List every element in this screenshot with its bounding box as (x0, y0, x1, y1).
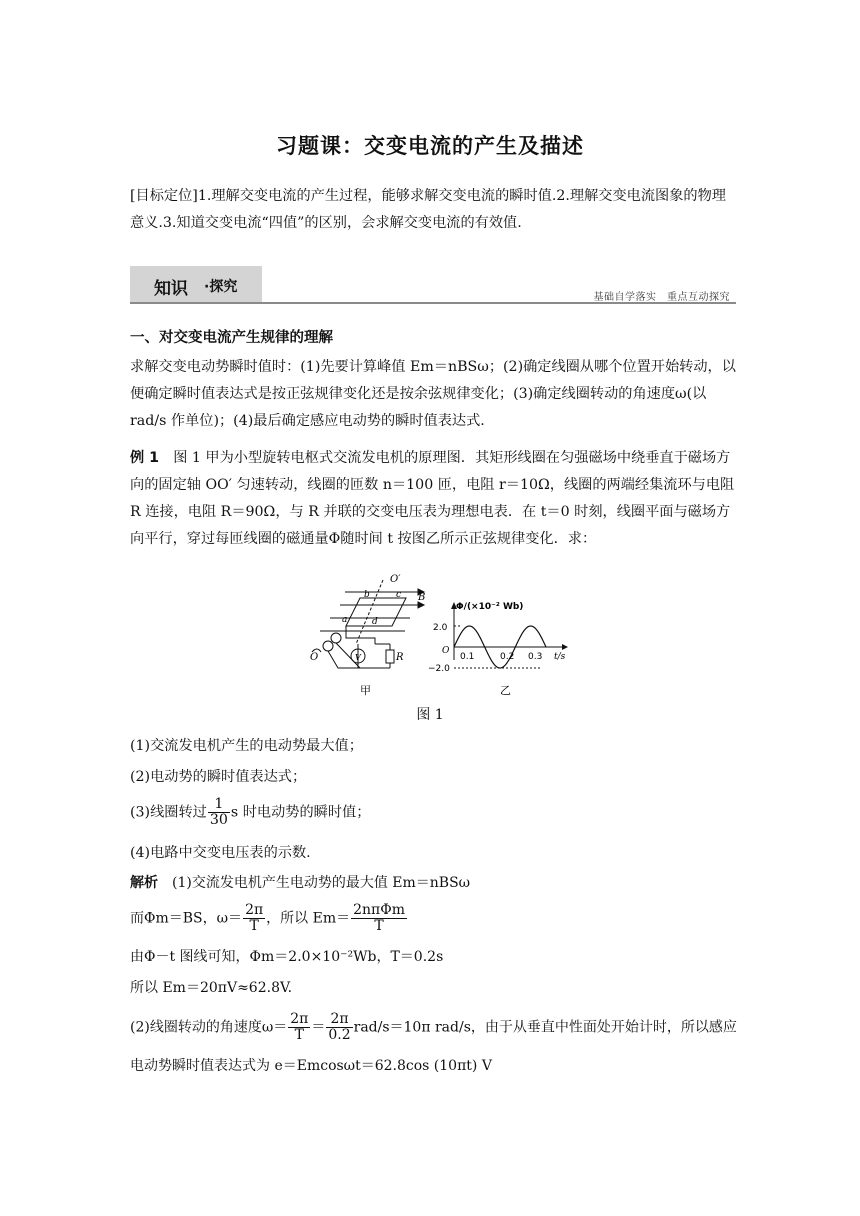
question-3-prefix: (3)线圈转过 (130, 804, 207, 821)
question-3-suffix: s 时电动势的瞬时值； (230, 804, 371, 821)
banner-tab (130, 266, 262, 304)
label-right: 乙 (500, 684, 511, 697)
fraction-em (351, 903, 407, 934)
x-tick-0-2: 0.2 (500, 652, 515, 662)
figure-caption: 图 1 (416, 707, 444, 723)
solution-5a: (2)线圈转动的角速度ω＝ (130, 1019, 288, 1036)
fraction-numerator: 2π (326, 1012, 352, 1028)
fraction-numerator: 2π (245, 902, 264, 918)
solution-line-1 (130, 872, 470, 892)
solution-line-3: 由Φ－t 图线可知，Φm＝2.0×10⁻²Wb，T＝0.2s (130, 949, 444, 965)
label-d: d (372, 617, 378, 627)
example-text: 图 1 甲为小型旋转电枢式交流发电机的原理图．其矩形线圈在匀强磁场中绕垂直于磁场方向的固定轴 OO′ 匀速转动，线圈的匝数 n＝100 匝，电阻 r＝10Ω，线圈的两端经集流环与电阻 R 连接，电阻 R＝90Ω，与 R 并联的交变电压表为理想电表．在 t＝0 时刻，线圈平面与磁场方向平行，穿过每匝线圈的磁通量Φ随时间 t 按图乙所示正弦规律变化．求： (130, 450, 735, 547)
solution-label: 解析 (130, 875, 158, 891)
fraction-denominator: T (294, 1027, 304, 1043)
example-paragraph (130, 445, 736, 553)
banner-right-text: 基础自学落实 重点互动探究 (593, 292, 730, 303)
y-tick-label-pos: 2.0 (433, 623, 448, 633)
figure-1 (300, 572, 600, 702)
question-1: (1)交流发电机产生的电动势最大值； (130, 738, 363, 754)
fraction-numerator: 1 (208, 797, 230, 813)
label-B: B (418, 592, 426, 603)
solution-line-6: 电动势瞬时值表达式为 e＝Emcosωt＝62.8cos (10πt) V (130, 1058, 492, 1074)
fraction-denominator: 30 (209, 812, 228, 828)
x-tick-0-3: 0.3 (528, 652, 543, 662)
method-paragraph: 求解交变电动势瞬时值时：(1)先要计算峰值 Em＝nBSω；(2)确定线圈从哪个位置开始转动，以便确定瞬时值表达式是按正弦规律变化还是按余弦规律变化；(3)确定线圈转动的角速度ω(以 rad/s 作单位)；(4)最后确定感应电动势的瞬时值表达式. (130, 359, 736, 429)
label-o-prime: O′ (390, 574, 401, 585)
solution-text-1: (1)交流发电机产生电动势的最大值 Em＝nBSω (158, 875, 471, 891)
fraction-one-thirtieth (208, 797, 230, 828)
banner-main-label: 知识 (154, 279, 188, 299)
page-title: 习题课：交变电流的产生及描述 (276, 134, 584, 158)
learning-objective: [目标定位]1.理解交变电流的产生过程，能够求解交变电流的瞬时值.2.理解交变电流图象的物理意义.3.知道交变电流“四值”的区别，会求解交变电流的有效值. (130, 188, 726, 231)
label-left: 甲 (360, 684, 371, 697)
banner-sub-label: ·探究 (204, 279, 238, 295)
label-a: a (342, 615, 348, 625)
x-axis-label: t/s (554, 652, 566, 662)
fraction-omega-2 (288, 1012, 310, 1043)
example-label: 例 1 (130, 450, 159, 466)
fraction-denominator: T (374, 918, 384, 934)
solution-5b: rad/s＝10π rad/s，由于从垂直中性面处开始计时，所以感应 (353, 1019, 737, 1036)
section-heading: 一、对交变电流产生规律的理解 (130, 330, 333, 346)
label-v: V (355, 653, 361, 662)
label-b: b (364, 590, 370, 600)
x-axis-arrow (562, 644, 568, 650)
fraction-numerator: 2π (290, 1011, 309, 1027)
fraction-numerator: 2nπΦm (353, 902, 406, 918)
solution-line-2 (130, 903, 408, 934)
fraction-omega-value (326, 1012, 352, 1043)
label-r: R (396, 652, 404, 663)
fraction-denominator: T (249, 918, 259, 934)
question-4: (4)电路中交变电压表的示数. (130, 845, 311, 861)
fraction-denominator: 0.2 (328, 1027, 351, 1043)
label-o: O (310, 652, 319, 663)
y-axis-label: Φ/(×10⁻² Wb) (456, 602, 524, 612)
y-tick-label-neg: −2.0 (428, 664, 450, 674)
solution-2b: ，所以 Em＝ (266, 910, 351, 927)
x-tick-0-1: 0.1 (460, 652, 475, 662)
origin-label: O (442, 646, 450, 656)
label-c: c (396, 590, 402, 600)
solution-5-equals: ＝ (311, 1019, 326, 1036)
question-3 (130, 797, 370, 828)
question-2: (2)电动势的瞬时值表达式； (130, 769, 307, 785)
solution-line-5 (130, 1012, 737, 1043)
fraction-omega (243, 903, 265, 934)
section-banner (130, 266, 736, 306)
solution-line-4: 所以 Em＝20πV≈62.8V. (130, 980, 293, 996)
solution-2a: 而Φm＝BS，ω＝ (130, 910, 243, 927)
